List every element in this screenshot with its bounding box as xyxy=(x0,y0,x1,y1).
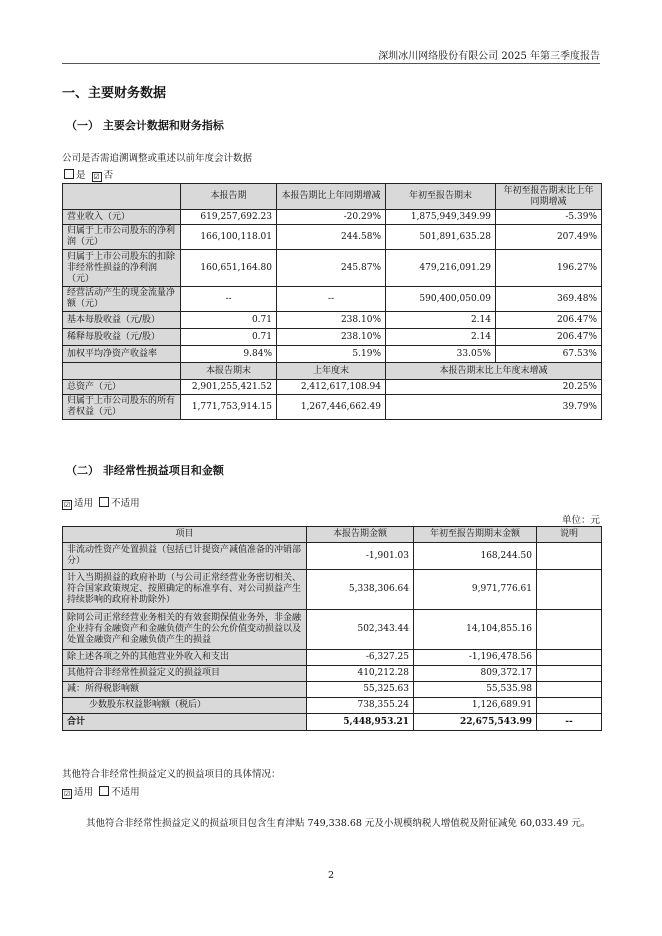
cell: 207.49% xyxy=(496,225,602,250)
table-row xyxy=(63,698,602,714)
header-rule xyxy=(62,63,600,64)
cell: 33.05% xyxy=(386,346,496,363)
row-label: 加权平均净资产收益率 xyxy=(63,346,181,363)
checkbox-not-applicable[interactable] xyxy=(99,497,109,507)
cell: 196.27% xyxy=(496,250,602,287)
cell: 9,971,776.61 xyxy=(414,570,537,610)
row-label: 计入当期损益的政府补助（与公司正常经营业务密切相关、符合国家政策规定、按照确定的标准享有、对公司损益产生持续影响的政府补助除外） xyxy=(63,570,307,610)
cell: 206.47% xyxy=(496,329,602,346)
cell: -20.29% xyxy=(277,210,386,225)
cell: 619,257,692.23 xyxy=(181,210,277,225)
header-cell: 年初至报告期末 xyxy=(386,184,496,210)
row-label: 除同公司正常经营业务相关的有效套期保值业务外，非金融企业持有金融资产和金融负债产生的公允价值变动损益以及处置金融资产和金融负债产生的损益 xyxy=(63,610,307,650)
table-row xyxy=(63,543,602,570)
cell: -1,196,478.56 xyxy=(414,650,537,666)
cell xyxy=(537,543,602,570)
cell xyxy=(537,666,602,682)
checkbox-applicable-2[interactable]: ☑ xyxy=(63,790,71,798)
restate-question: 公司是否需追溯调整或重述以前年度会计数据 xyxy=(62,153,253,164)
cell: 1,267,446,662.49 xyxy=(277,395,386,420)
row-label: 归属于上市公司股东的所有者权益（元） xyxy=(63,395,181,420)
cell: 166,100,118.01 xyxy=(181,225,277,250)
cell: 20.25% xyxy=(386,380,602,395)
cell: 1,875,949,349.99 xyxy=(386,210,496,225)
cell: 1,126,689.91 xyxy=(414,698,537,714)
cell: 5,448,953.21 xyxy=(307,714,414,731)
cell: 2.14 xyxy=(386,329,496,346)
cell: 479,216,091.29 xyxy=(386,250,496,287)
row-label: 归属于上市公司股东的净利润（元） xyxy=(63,225,181,250)
table-row xyxy=(63,210,602,225)
row-label: 基本每股收益（元/股） xyxy=(63,312,181,329)
row-label: 营业收入（元） xyxy=(63,210,181,225)
cell xyxy=(537,682,602,698)
cell: 55,535.98 xyxy=(414,682,537,698)
header-cell: 本报告期比上年同期增减 xyxy=(277,184,386,210)
header-cell xyxy=(63,184,181,210)
table-row xyxy=(63,666,602,682)
cell: 502,343.44 xyxy=(307,610,414,650)
table-row xyxy=(63,329,602,346)
header-cell: 年初至报告期期末金额 xyxy=(414,527,537,543)
cell: 809,372.17 xyxy=(414,666,537,682)
cell: 39.79% xyxy=(386,395,602,420)
cell: -- xyxy=(537,714,602,731)
cell: 160,651,164.80 xyxy=(181,250,277,287)
cell: 238.10% xyxy=(277,329,386,346)
cell: -1,901.03 xyxy=(307,543,414,570)
checkbox-not-applicable-2[interactable] xyxy=(99,786,109,796)
cell: -- xyxy=(277,287,386,312)
header-cell: 本报告期末比上年度末增减 xyxy=(386,363,602,380)
table-row xyxy=(63,346,602,363)
section-title: 一、主要财务数据 xyxy=(62,86,167,101)
cell: 0.71 xyxy=(181,329,277,346)
cell: 2,412,617,108.94 xyxy=(277,380,386,395)
row-label: 归属于上市公司股东的扣除非经常性损益的净利润（元） xyxy=(63,250,181,287)
cell: 206.47% xyxy=(496,312,602,329)
page-header: 深圳冰川网络股份有限公司 2025 年第三季度报告 xyxy=(378,51,600,62)
table-row xyxy=(63,610,602,650)
label-not-applicable-2: 不适用 xyxy=(111,787,140,798)
table-header-row xyxy=(63,527,602,543)
row-label: 经营活动产生的现金流量净额（元） xyxy=(63,287,181,312)
label-applicable: 适用 xyxy=(74,498,94,509)
total-label: 合计 xyxy=(63,714,307,731)
cell: 245.87% xyxy=(277,250,386,287)
cell: 2.14 xyxy=(386,312,496,329)
cell: 9.84% xyxy=(181,346,277,363)
row-label: 总资产（元） xyxy=(63,380,181,395)
label-yes: 是 xyxy=(76,170,86,181)
other-items-text: 其他符合非经常性损益定义的损益项目包含生育津贴 749,338.68 元及小规模纳税人增值税及附征减免 60,033.49 元。 xyxy=(86,818,591,829)
cell: 501,891,635.28 xyxy=(386,225,496,250)
cell xyxy=(537,610,602,650)
header-cell: 上年度末 xyxy=(277,363,386,380)
table-row xyxy=(63,682,602,698)
cell: 369.48% xyxy=(496,287,602,312)
cell: -5.39% xyxy=(496,210,602,225)
total-row xyxy=(63,714,602,731)
table-row xyxy=(63,380,602,395)
header-cell: 年初至报告期末比上年同期增减 xyxy=(496,184,602,210)
subsection-title-1: （一） 主要会计数据和财务指标 xyxy=(66,119,224,132)
header-cell: 项目 xyxy=(63,527,307,543)
cell: 168,244.50 xyxy=(414,543,537,570)
table-row xyxy=(63,312,602,329)
cell: 410,212.28 xyxy=(307,666,414,682)
checkbox-no[interactable]: ☑ xyxy=(93,173,100,181)
cell xyxy=(537,650,602,666)
row-label: 稀释每股收益（元/股） xyxy=(63,329,181,346)
cell: 2,901,255,421.52 xyxy=(181,380,277,395)
table-row xyxy=(63,287,602,312)
financial-data-table xyxy=(62,183,602,420)
table-row xyxy=(63,225,602,250)
header-cell: 说明 xyxy=(537,527,602,543)
table-row xyxy=(63,650,602,666)
cell: 244.58% xyxy=(277,225,386,250)
subsection-title-2: （二） 非经常性损益项目和金额 xyxy=(66,464,224,477)
applicable-options xyxy=(62,495,140,510)
checkbox-yes[interactable] xyxy=(64,169,74,179)
cell: -- xyxy=(181,287,277,312)
applicable-options-2 xyxy=(62,784,140,799)
header-cell: 本报告期末 xyxy=(181,363,277,380)
other-items-title: 其他符合非经常性损益定义的损益项目的具体情况： xyxy=(62,769,281,780)
cell: 5,338,306.64 xyxy=(307,570,414,610)
cell: 238.10% xyxy=(277,312,386,329)
cell: 590,400,050.09 xyxy=(386,287,496,312)
cell: 55,325.63 xyxy=(307,682,414,698)
row-label: 少数股东权益影响额（税后） xyxy=(63,698,307,714)
table-header-row-2 xyxy=(63,363,602,380)
cell: -6,327.25 xyxy=(307,650,414,666)
checkbox-applicable[interactable]: ☑ xyxy=(63,501,71,509)
header-cell: 本报告期 xyxy=(181,184,277,210)
cell xyxy=(537,570,602,610)
label-not-applicable: 不适用 xyxy=(111,498,140,509)
table-row xyxy=(63,395,602,420)
label-no: 否 xyxy=(103,170,114,181)
cell: 67.53% xyxy=(496,346,602,363)
cell: 14,104,855.16 xyxy=(414,610,537,650)
table-row xyxy=(63,250,602,287)
cell xyxy=(537,698,602,714)
header-cell xyxy=(63,363,181,380)
page-number: 2 xyxy=(327,870,335,881)
cell: 22,675,543.99 xyxy=(414,714,537,731)
non-recurring-table xyxy=(62,526,602,731)
cell: 0.71 xyxy=(181,312,277,329)
table-row xyxy=(63,570,602,610)
table-header-row xyxy=(63,184,602,210)
row-label: 减：所得税影响额 xyxy=(63,682,307,698)
cell: 738,355.24 xyxy=(307,698,414,714)
label-applicable-2: 适用 xyxy=(74,787,94,798)
cell: 5.19% xyxy=(277,346,386,363)
cell: 1,771,753,914.15 xyxy=(181,395,277,420)
restate-options xyxy=(64,167,113,182)
row-label: 其他符合非经常性损益定义的损益项目 xyxy=(63,666,307,682)
unit-label: 单位：元 xyxy=(561,515,600,526)
header-cell: 本报告期金额 xyxy=(307,527,414,543)
row-label: 除上述各项之外的其他营业外收入和支出 xyxy=(63,650,307,666)
row-label: 非流动性资产处置损益（包括已计提资产减值准备的冲销部分） xyxy=(63,543,307,570)
